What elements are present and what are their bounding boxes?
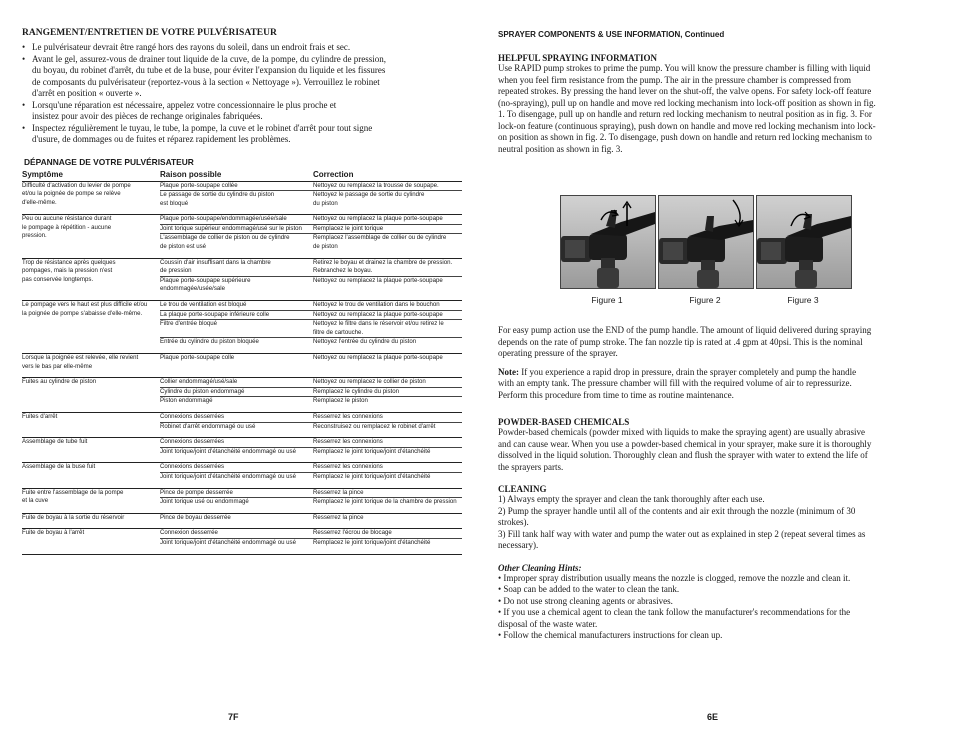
cause-item [160, 498, 313, 507]
table-row [22, 488, 462, 507]
symptom-cell [22, 378, 157, 406]
storage-bullet-line: • Lorsqu'une réparation est nécessaire, appelez votre concessionnaire le plus proche et [32, 99, 337, 110]
correction-line: Retirez le boyau et drainez la chambre de pression. [313, 258, 453, 266]
correction-cell [313, 438, 462, 457]
table-row [22, 301, 462, 347]
correction-item [313, 338, 462, 347]
page-number-left: 7F [228, 712, 239, 722]
symptom-cell [22, 181, 157, 208]
table-row [22, 378, 462, 406]
correction-line: filtre de cartouche. [313, 328, 364, 336]
cause-item [160, 489, 313, 499]
cause-item [160, 234, 313, 251]
correction-line: Nettoyez ou remplacez la plaque porte-soupape [313, 276, 443, 284]
cause-line: Filtre d'entrée bloqué [160, 320, 218, 328]
cause-item [160, 225, 313, 235]
symptom-line: Peu ou aucune résistance durant [22, 215, 112, 223]
cause-line: La plaque porte-soupape inférieure colle [160, 310, 270, 318]
table-row [22, 258, 462, 294]
correction-line: Reconstruisez ou remplacez le robinet d'arrêt [313, 422, 436, 430]
note-line: If you experience a rapid drop in pressure, drain the sprayer completely and pump the handle [519, 366, 857, 377]
helpful-line: Use RAPID pump strokes to prime the pump. You will know the pressure chamber is filling with liquid [498, 63, 871, 73]
symptom-line: Difficulté d'activation du levier de pompe [22, 181, 131, 189]
correction-cell [313, 463, 462, 482]
troubleshooting-title: DÉPANNAGE DE VOTRE PULVÉRISATEUR [24, 156, 194, 167]
cause-item [160, 438, 313, 448]
symptom-cell [22, 463, 157, 482]
cause-line: est bloqué [160, 199, 189, 207]
cause-cell [157, 529, 313, 548]
cause-item [160, 182, 313, 192]
cleaning-title: CLEANING [498, 484, 547, 494]
correction-item [313, 473, 462, 482]
correction-line: Remplacez le piston [313, 397, 368, 405]
troubleshooting-table [22, 170, 462, 555]
figures [560, 195, 854, 315]
symptom-line: la poignée de pompe s'abaisse d'elle-même. [22, 309, 143, 317]
helpful-line: when you feel firm resistance from the pump. The air in the pressure chamber is compressed from [498, 74, 851, 85]
section-header [498, 30, 918, 39]
cause-item [160, 514, 313, 523]
correction-line: Resserrez la pince [313, 513, 364, 521]
correction-cell [313, 258, 462, 294]
cause-cell [157, 181, 313, 208]
storage-bullet [32, 100, 462, 123]
cause-line: Pince de boyau desserrée [160, 513, 231, 521]
pump-line: operating pressure of the sprayer. [498, 348, 618, 358]
correction-item [313, 413, 462, 423]
symptom-line: et/ou la poignée de pompe se relève [22, 190, 121, 198]
pump-paragraph [498, 325, 918, 360]
figure-2-photo [658, 195, 754, 289]
symptom-line: Fuite de boyau à la sortie du réservoir [22, 513, 125, 521]
cause-item [160, 311, 313, 321]
cause-item [160, 277, 313, 294]
symptom-line: pression. [22, 232, 47, 240]
symptom-cell [22, 529, 157, 548]
hint-line: • If you use a chemical agent to clean the tank follow the manufacturer's recommendations for the [498, 607, 851, 617]
cause-cell [157, 258, 313, 294]
figure-3-photo [756, 195, 852, 289]
cause-item [160, 539, 313, 548]
cleaning-line: 3) Fill tank half way with water and pump the water out as explained in step 2 (repeat several times as [498, 528, 866, 539]
cleaning-line: 2) Pump the sprayer handle until all of the contents and air exit through the nozzle (minimum of 30 [498, 505, 856, 516]
cause-line: Connexions desserrées [160, 463, 225, 471]
powder-title: POWDER-BASED CHEMICALS [498, 417, 630, 427]
symptom-line: Fuite entre l'assemblage de la pompe [22, 488, 124, 496]
correction-line: Remplacez le joint torique/joint d'étanchéité [313, 538, 431, 546]
cleaning-list [498, 494, 918, 552]
storage-bullet [32, 42, 462, 54]
correction-item [313, 529, 462, 539]
cause-line: Connexions desserrées [160, 438, 225, 446]
cause-line: Connexion desserrée [160, 529, 218, 537]
symptom-line: Assemblage de la buse fuit [22, 463, 96, 471]
correction-line: Nettoyez ou remplacez la plaque porte-soupape [313, 354, 443, 361]
correction-item [313, 311, 462, 321]
powder-line: the sprayers parts. [498, 461, 564, 472]
powder-line: dissolved in the liquid solution. Thoroughly clean and flush the sprayer with water to extend the life of [498, 450, 868, 460]
note-line: with an empty tank. The pressure chamber will fill with the required volume of air to repressurize. [498, 378, 852, 388]
note-paragraph [498, 367, 918, 402]
cause-line: Coussin d'air insuffisant dans la chambre [160, 258, 271, 266]
cause-item [160, 397, 313, 406]
correction-item [313, 514, 462, 523]
left-page [22, 28, 462, 555]
hints-list [498, 573, 918, 642]
symptom-cell [22, 301, 157, 347]
storage-bullet-line: • Avant le gel, assurez-vous de drainer tout liquide de la cuve, de la pompe, du cylindre de pression, [32, 53, 386, 64]
powder-paragraph [498, 427, 918, 473]
cause-line: de pression [160, 267, 192, 275]
cause-cell [157, 513, 313, 522]
cause-line: Cylindre du piston endommagé [160, 387, 245, 395]
note-label: Note: [498, 366, 519, 377]
cause-cell [157, 301, 313, 347]
cause-line: Le passage de sortie du cylindre du piston [160, 191, 275, 199]
storage-bullet [32, 54, 462, 100]
symptom-line: pas conservée longtemps. [22, 275, 94, 283]
section-header-continued: Continued [684, 30, 725, 39]
correction-item [313, 182, 462, 192]
cleaning-line: necessary). [498, 540, 539, 550]
storage-bullet-list [22, 42, 462, 146]
powder-line: Powder-based chemicals (powder mixed with liquids to make the spraying agent) are usually abrasive [498, 427, 865, 437]
symptom-cell [22, 438, 157, 457]
pump-line: depends on the rate of pump stroke. The fan nozzle tip is rated at .4 gpm at 40psi. This is the nominal [498, 336, 863, 347]
cause-item [160, 259, 313, 277]
correction-cell [313, 354, 462, 372]
correction-line: Remplacez le joint torique de la chambre de pression [313, 498, 457, 506]
correction-line: Resserrez les connexions [313, 463, 383, 471]
table-row [22, 412, 462, 431]
cleaning-line: strokes). [498, 517, 529, 527]
helpful-line: neutral position as shown in fig. 3. [498, 143, 623, 154]
table-row [22, 354, 462, 372]
correction-item [313, 259, 462, 277]
cause-line: Plaque porte-soupape collée [160, 181, 238, 189]
cause-line: Joint torique/joint d'étanchéité endommagé ou usé [160, 538, 296, 546]
cause-line: Joint torique/joint d'étanchéité endommagé ou usé [160, 447, 296, 455]
correction-item [313, 438, 462, 448]
right-page [498, 30, 918, 642]
storage-bullet-line: d'usure, de dommages ou de fuites et réparez rapidement les problèmes. [32, 134, 291, 144]
row-separator [22, 548, 462, 555]
hint-line: • Soap can be added to the water to clean the tank. [498, 584, 680, 594]
cause-cell [157, 215, 313, 252]
correction-line: Remplacez le joint torique/joint d'étanchéité [313, 472, 431, 480]
cause-cell [157, 354, 313, 372]
cause-item [160, 215, 313, 225]
correction-line: Nettoyez le passage de sortie du cylindre [313, 191, 425, 199]
cause-line: de piston est usé [160, 243, 207, 251]
correction-cell [313, 301, 462, 347]
symptom-line: vers le bas par elle-même [22, 362, 93, 370]
pump-line: For easy pump action use the END of the pump handle. The amount of liquid delivered during spraying [498, 325, 872, 335]
cause-item [160, 473, 313, 482]
cause-item [160, 338, 313, 347]
correction-line: Nettoyez le filtre dans le réservoir et/ou retirez le [313, 320, 444, 328]
cause-line: Pince de pompe desserrée [160, 488, 233, 496]
powder-line: and can cause wear. When you use a powder-based chemical in your sprayer, make sure it is thoroughly [498, 438, 872, 449]
symptom-line: Fuite de boyau à l'arrêt [22, 529, 85, 537]
symptom-cell [22, 215, 157, 252]
correction-item [313, 378, 462, 388]
hints-title: Other Cleaning Hints: [498, 562, 582, 573]
correction-cell [313, 215, 462, 252]
hint-line: disposal of the waste water. [498, 618, 598, 629]
correction-item [313, 191, 462, 208]
cause-line: Joint torique/joint d'étanchéité endommagé ou usé [160, 472, 296, 480]
table-row [22, 529, 462, 548]
cause-line: Piston endommagé [160, 397, 213, 405]
cause-cell [157, 488, 313, 507]
correction-cell [313, 529, 462, 548]
correction-line: Remplacez l'assemblage de collier ou de cylindre [313, 234, 447, 242]
correction-item [313, 498, 462, 507]
helpful-line: (no-spraying), pull up on handle and move red locking mechanism into lock-off position as shown in fig. [498, 97, 876, 108]
hint-line: • Do not use strong cleaning agents or abrasives. [498, 595, 673, 606]
correction-line: Remplacez le cylindre du piston [313, 387, 400, 395]
correction-line: Resserrez la pince [313, 488, 364, 496]
correction-item [313, 423, 462, 432]
correction-line: Remplacez le joint torique/joint d'étanchéité [313, 447, 431, 455]
correction-line: Resserrez l'écrou de blocage [313, 529, 392, 537]
hint-line: • Improper spray distribution usually means the nozzle is clogged, remove the nozzle and clean it. [498, 572, 851, 583]
cause-line: Entrée du cylindre du piston bloquée [160, 338, 259, 346]
figure-1-caption: Figure 1 [591, 295, 623, 305]
cause-line: Collier endommagé/usé/sale [160, 378, 238, 386]
correction-item [313, 388, 462, 398]
storage-bullet-line: de composants du pulvérisateur (reportez-vous à la section « Nettoyage »). Verrouillez le robinet [32, 76, 380, 87]
storage-bullet-line: • Le pulvérisateur devrait être rangé hors des rayons du soleil, dans un endroit frais et sec. [32, 42, 351, 52]
cause-item [160, 463, 313, 473]
symptom-line: Fuites au cylindre de piston [22, 378, 97, 386]
table-row [22, 215, 462, 252]
symptom-cell [22, 354, 157, 372]
cause-line: Plaque porte-soupape colle [160, 354, 235, 361]
symptom-line: pompages, mais la pression n'est [22, 267, 113, 275]
helpful-paragraph [498, 63, 918, 155]
cleaning-line: 1) Always empty the sprayer and clean the tank thoroughly after each use. [498, 494, 765, 504]
correction-cell [313, 378, 462, 406]
correction-item [313, 277, 462, 294]
cause-line: Connexions desserrées [160, 412, 225, 420]
correction-item [313, 225, 462, 235]
correction-line: Remplacez le joint torique [313, 224, 384, 232]
cause-item [160, 448, 313, 457]
correction-line: Nettoyez l'entrée du cylindre du piston [313, 338, 417, 346]
cause-line: Le trou de ventilation est bloqué [160, 301, 247, 309]
header-cause: Raison possible [157, 170, 313, 182]
correction-item [313, 489, 462, 499]
cause-cell [157, 463, 313, 482]
helpful-line: lock-on feature (continuous spraying), push down on handle and move red locking mechanism into lock- [498, 120, 876, 131]
helpful-line: repeated strokes. By pressing the hand lever on the shut-off, the valve opens. For safety lock-off feature [498, 86, 872, 96]
header-correction: Correction [313, 170, 462, 182]
correction-cell [313, 181, 462, 208]
symptom-cell [22, 513, 157, 522]
cause-line: endommagée/usée/sale [160, 285, 226, 293]
helpful-title: HELPFUL SPRAYING INFORMATION [498, 53, 658, 63]
correction-line: Nettoyez ou remplacez la plaque porte-soupape [313, 310, 443, 318]
table-row [22, 463, 462, 482]
cause-item [160, 301, 313, 311]
table-row [22, 513, 462, 522]
cause-line: Plaque porte-soupape supérieure [160, 276, 251, 284]
correction-line: Nettoyez ou remplacez la plaque porte-soupape [313, 215, 443, 223]
symptom-line: Le pompage vers le haut est plus difficile et/ou [22, 301, 148, 309]
symptom-line: Lorsque la poignée est relevée, elle revient [22, 354, 139, 361]
correction-item [313, 234, 462, 251]
correction-cell [313, 412, 462, 431]
helpful-line: 1. To disengage, pull up on handle and return red locking mechanism to neutral position as in fig. 3. For [498, 109, 872, 119]
table-row [22, 181, 462, 208]
symptom-cell [22, 412, 157, 431]
cause-cell [157, 438, 313, 457]
symptom-line: Assemblage de tube fuit [22, 438, 88, 446]
correction-item [313, 301, 462, 311]
correction-line: du piston [313, 199, 338, 207]
figure-3-caption: Figure 3 [787, 295, 819, 305]
cause-item [160, 413, 313, 423]
correction-line: Nettoyez ou remplacez le collier de piston [313, 378, 426, 386]
storage-bullet-line: du boyau, du robinet d'arrêt, du tube et de la buse, pour éviter l'expansion du liquide et les fissures [32, 65, 386, 75]
section-header-bold: SPRAYER COMPONENTS & USE INFORMATION, [498, 30, 683, 39]
correction-cell [313, 488, 462, 507]
correction-item [313, 215, 462, 225]
storage-bullet-line: insistez pour avoir des pièces de rechange originales fabriquées. [32, 111, 263, 121]
cause-line: Plaque porte-soupape/endommagée/usée/sale [160, 215, 287, 223]
correction-line: Resserrez les connexions [313, 438, 383, 446]
symptom-cell [22, 488, 157, 507]
hint-line: • Follow the chemical manufacturers instructions for clean up. [498, 630, 723, 640]
correction-item [313, 539, 462, 548]
correction-item [313, 448, 462, 457]
cause-item [160, 191, 313, 208]
correction-item [313, 463, 462, 473]
storage-bullet-line: d'arrêt en position « ouverte ». [32, 88, 142, 98]
cause-item [160, 354, 313, 363]
cause-item [160, 378, 313, 388]
figure-2-caption: Figure 2 [689, 295, 721, 305]
cause-item [160, 529, 313, 539]
note-line: Perform this procedure from time to time as routine maintenance. [498, 389, 734, 400]
cause-line: L'assemblage de collier de piston ou de cylindre [160, 234, 290, 242]
cause-cell [157, 412, 313, 431]
cause-line: Joint torique usé ou endommagé [160, 498, 249, 506]
figure-1-photo [560, 195, 656, 289]
correction-item [313, 354, 462, 363]
storage-bullet-line: • Inspectez régulièrement le tuyau, le tube, la pompe, la cuve et le robinet d'arrêt pour tout signe [32, 122, 373, 133]
cause-item [160, 388, 313, 398]
header-symptom: Symptôme [22, 170, 157, 182]
cause-line: Joint torique supérieur endommagé/usé sur le piston [160, 224, 302, 232]
helpful-line: on position as shown in fig. 2. To disengage, push down on handle and return red locking mechanism to [498, 132, 872, 142]
correction-line: Nettoyez le trou de ventilation dans le bouchon [313, 301, 440, 309]
cause-item [160, 423, 313, 432]
symptom-line: et la cuve [22, 497, 49, 505]
cause-line: Robinet d'arrêt endommagé ou usé [160, 422, 256, 430]
storage-bullet [32, 123, 462, 146]
table-row [22, 438, 462, 457]
correction-cell [313, 513, 462, 522]
correction-line: de piston [313, 243, 338, 251]
page-number-right: 6E [707, 712, 719, 722]
cause-cell [157, 378, 313, 406]
correction-line: Nettoyez ou remplacez la trousse de soupape. [313, 181, 439, 189]
symptom-line: d'elle-même. [22, 198, 57, 206]
symptom-line: Fuites d'arrêt [22, 412, 58, 420]
correction-item [313, 397, 462, 406]
correction-line: Rebranchez le boyau. [313, 267, 373, 275]
cause-item [160, 320, 313, 338]
symptom-line: Trop de résistance après quelques [22, 258, 116, 266]
correction-line: Resserrez les connexions [313, 412, 383, 420]
symptom-cell [22, 258, 157, 294]
symptom-line: le pompage à répétition - aucune [22, 223, 112, 231]
storage-title: RANGEMENT/ENTRETIEN DE VOTRE PULVÉRISATEUR [22, 28, 277, 38]
correction-item [313, 320, 462, 338]
